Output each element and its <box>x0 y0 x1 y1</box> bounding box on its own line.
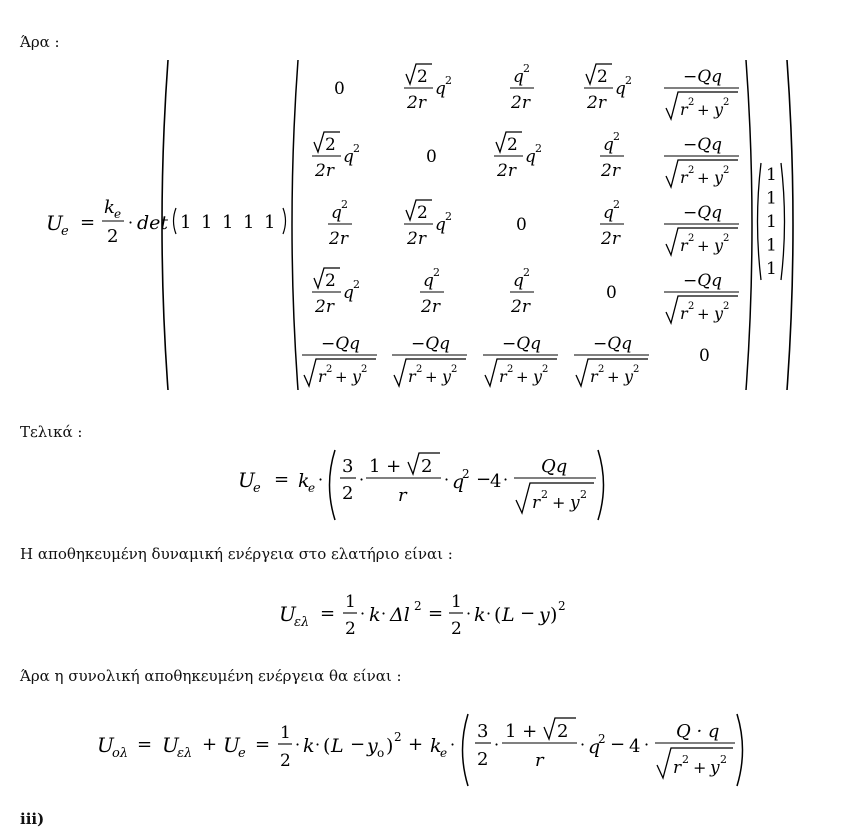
entry-y-exp: 2 <box>723 301 730 312</box>
label-ara: Άρα : <box>20 33 60 51</box>
entry-numerator: q <box>423 271 434 291</box>
entry-plus: + <box>516 368 529 386</box>
left-paren <box>330 450 336 520</box>
entry-y: y <box>624 367 634 386</box>
entry-r: r <box>590 367 598 386</box>
half-denominator: 2 <box>280 751 291 771</box>
entry-r: r <box>499 367 507 386</box>
dot-operator: · <box>295 735 301 754</box>
matrix-entry-q2-over-2r <box>600 130 624 181</box>
frac1-numerator: 3 <box>342 456 354 477</box>
matrix-left-paren <box>292 60 298 390</box>
entry-numerator: −Qq <box>411 334 451 354</box>
plus-sign: + <box>408 734 424 755</box>
matrix-entry-minus-qq <box>664 67 739 119</box>
L-symbol: L <box>331 735 344 757</box>
ue-symbol: U <box>238 468 255 492</box>
entry-tail-q: q <box>435 215 446 235</box>
entry-numerator-exp: 2 <box>433 266 440 279</box>
matrix-entry-q2-over-2r <box>420 266 444 317</box>
label-spring-sentence: Η αποθηκευμένη δυναμική ενέργεια στο ελατήριο είναι : <box>20 545 453 563</box>
open-paren: ( <box>323 735 331 757</box>
entry-r-exp: 2 <box>416 364 423 375</box>
col-vector-left-paren <box>758 163 762 280</box>
entry-numerator: q <box>513 271 524 291</box>
matrix-entry-zero: 0 <box>334 79 345 99</box>
entry-denominator: 2r <box>587 93 606 113</box>
coef-numerator: k <box>104 197 115 218</box>
ke-subscript: e <box>440 746 448 760</box>
entry-y-exp: 2 <box>361 364 368 375</box>
frac1-denominator: 2 <box>342 483 354 504</box>
L-symbol: L <box>502 604 515 626</box>
four: 4 <box>629 736 641 757</box>
entry-numerator: q <box>603 135 614 155</box>
half-denominator: 2 <box>345 619 356 639</box>
entry-numerator: q <box>331 203 342 223</box>
right-paren <box>598 450 604 520</box>
dot-operator: · <box>128 213 134 232</box>
entry-tail-q: q <box>615 79 626 99</box>
matrix-entry-sqrt2-over-2r <box>584 64 632 113</box>
entry-numerator: q <box>603 203 614 223</box>
matrix-entry-minus-qq <box>302 334 377 386</box>
row-vector-entry: 1 <box>180 212 192 233</box>
dot-operator: · <box>486 604 492 623</box>
frac2-denominator: r <box>398 485 407 506</box>
entry-numerator: −Qq <box>683 203 723 223</box>
column-vector-entry: 1 <box>766 188 777 209</box>
matrix-entry-minus-qq <box>664 203 739 255</box>
entry-y-exp: 2 <box>542 364 549 375</box>
entry-r: r <box>408 367 416 386</box>
entry-tail-exp: 2 <box>353 278 360 291</box>
right-paren <box>737 714 743 786</box>
four: 4 <box>490 471 502 492</box>
frac3-numerator: Q · q <box>676 721 720 742</box>
row-vector-entry: 1 <box>222 212 234 233</box>
row-vector-left-paren <box>174 208 177 234</box>
matrix-entry-sqrt2-over-2r <box>494 132 542 181</box>
entry-r-exp: 2 <box>688 301 695 312</box>
ue-subscript: e <box>238 746 246 761</box>
uel-symbol: U <box>162 733 179 757</box>
entry-y: y <box>714 100 724 119</box>
r-exponent: 2 <box>541 488 548 501</box>
k-symbol: k <box>303 735 315 757</box>
entry-r-exp: 2 <box>688 165 695 176</box>
entry-r-exp: 2 <box>507 364 514 375</box>
entry-numerator-exp: 2 <box>523 266 530 279</box>
entry-sqrt-arg: 2 <box>325 271 336 291</box>
matrix-right-paren <box>746 60 752 390</box>
entry-r-exp: 2 <box>688 97 695 108</box>
dot-operator: · <box>580 735 586 754</box>
matrix-entry-sqrt2-over-2r <box>404 200 452 249</box>
frac1-denominator: 2 <box>477 749 489 770</box>
row-vector-entry: 1 <box>264 212 276 233</box>
entry-denominator: 2r <box>511 93 530 113</box>
frac2-sqrt-arg: 2 <box>557 721 569 742</box>
matrix-entry-sqrt2-over-2r <box>312 132 360 181</box>
entry-y: y <box>442 367 452 386</box>
matrix-entry-zero: 0 <box>699 346 710 366</box>
entry-sqrt-arg: 2 <box>597 67 608 87</box>
matrix-entry-q2-over-2r <box>328 198 352 249</box>
k-symbol: k <box>369 604 381 626</box>
minus-sign: − <box>610 734 626 755</box>
equals-sign: = <box>80 212 96 233</box>
y-symbol: y <box>710 758 720 778</box>
entry-y-exp: 2 <box>451 364 458 375</box>
entry-numerator-exp: 2 <box>613 198 620 211</box>
entry-y: y <box>714 168 724 187</box>
r-exponent: 2 <box>682 753 689 766</box>
matrix-entry-minus-qq <box>574 334 649 386</box>
label-next-section: iii) <box>20 810 45 828</box>
ue-subscript: e <box>253 481 261 496</box>
plus-sign: + <box>693 758 707 777</box>
entry-plus: + <box>697 305 710 323</box>
matrix-entry-q2-over-2r <box>510 62 534 113</box>
close-paren: ) <box>386 735 394 757</box>
entry-plus: + <box>697 169 710 187</box>
entry-numerator: −Qq <box>683 271 723 291</box>
entry-tail-exp: 2 <box>445 210 452 223</box>
ue-symbol: U <box>46 211 63 235</box>
equals-sign: = <box>274 469 290 490</box>
uol-subscript: ολ <box>112 746 129 761</box>
frac3-numerator: Qq <box>541 456 568 477</box>
column-vector <box>766 165 777 279</box>
entry-y-exp: 2 <box>633 364 640 375</box>
det-label: det <box>137 212 169 234</box>
matrix-entry-zero: 0 <box>426 147 437 167</box>
open-paren: ( <box>494 604 502 626</box>
dot-operator: · <box>466 604 472 623</box>
entry-numerator: q <box>513 67 524 87</box>
k-symbol: k <box>474 604 486 626</box>
minus-sign: − <box>350 734 366 755</box>
entry-numerator: −Qq <box>502 334 542 354</box>
column-vector-entry: 1 <box>766 165 777 185</box>
matrix-entry-sqrt2-over-2r <box>312 268 360 317</box>
entry-r: r <box>680 236 688 255</box>
ue-subscript: e <box>61 224 69 239</box>
entry-numerator: −Qq <box>593 334 633 354</box>
entry-tail-q: q <box>525 147 536 167</box>
frac2-numerator-lead: 1 + <box>369 456 402 477</box>
dot-operator: · <box>359 470 365 489</box>
frac2-sqrt-arg: 2 <box>421 456 433 477</box>
column-vector-entry: 1 <box>766 212 777 232</box>
entry-numerator-exp: 2 <box>523 62 530 75</box>
equals-sign: = <box>428 603 444 624</box>
entry-plus: + <box>697 101 710 119</box>
entry-y-exp: 2 <box>723 97 730 108</box>
matrix-cells <box>302 62 739 386</box>
entry-denominator: 2r <box>497 161 516 181</box>
entry-r-exp: 2 <box>688 233 695 244</box>
entry-denominator: 2r <box>601 161 620 181</box>
ke-symbol: k <box>430 735 442 757</box>
entry-sqrt-arg: 2 <box>417 203 428 223</box>
total-energy-equation <box>0 706 841 796</box>
y0-subscript: o <box>377 746 385 760</box>
equals-sign: = <box>255 734 271 755</box>
y-symbol: y <box>539 604 550 626</box>
q-exponent: 2 <box>598 732 606 746</box>
r-symbol: r <box>673 758 682 778</box>
matrix-entry-zero: 0 <box>516 215 527 235</box>
entry-denominator: 2r <box>329 229 348 249</box>
matrix-entry-q2-over-2r <box>600 198 624 249</box>
entry-y: y <box>714 236 724 255</box>
ke-subscript: e <box>308 481 316 495</box>
ke-symbol: k <box>298 470 310 492</box>
entry-tail-q: q <box>343 283 354 303</box>
spring-energy-equation <box>0 588 841 648</box>
entry-r-exp: 2 <box>598 364 605 375</box>
row-vector-entry: 1 <box>243 212 255 233</box>
dot-operator: · <box>644 735 650 754</box>
uol-symbol: U <box>97 733 114 757</box>
entry-denominator: 2r <box>511 297 530 317</box>
entry-denominator: 2r <box>601 229 620 249</box>
close-paren: ) <box>550 604 558 626</box>
r-symbol: r <box>532 493 541 513</box>
q-symbol: q <box>588 736 601 758</box>
half-numerator: 1 <box>280 723 291 743</box>
dot-operator: · <box>318 470 324 489</box>
entry-numerator-exp: 2 <box>341 198 348 211</box>
half-numerator: 1 <box>451 592 462 612</box>
entry-tail-exp: 2 <box>625 74 632 87</box>
entry-tail-q: q <box>435 79 446 99</box>
minus-sign: − <box>520 603 536 624</box>
equals-sign: = <box>137 734 153 755</box>
plus-sign: + <box>202 734 218 755</box>
ue-symbol: U <box>223 733 240 757</box>
entry-tail-exp: 2 <box>353 142 360 155</box>
frac2-denominator: r <box>535 750 544 771</box>
matrix-entry-sqrt2-over-2r <box>404 64 452 113</box>
uel-symbol: U <box>279 602 296 626</box>
entry-sqrt-arg: 2 <box>507 135 518 155</box>
entry-denominator: 2r <box>421 297 440 317</box>
entry-tail-q: q <box>343 147 354 167</box>
coef-denominator: 2 <box>107 226 119 247</box>
row-vector-entry: 1 <box>201 212 213 233</box>
uel-subscript: ελ <box>177 746 193 761</box>
entry-denominator: 2r <box>315 161 334 181</box>
entry-numerator: −Qq <box>683 67 723 87</box>
row-vector-right-paren <box>283 208 286 234</box>
label-total-sentence: Άρα η συνολική αποθηκευμένη ενέργεια θα είναι : <box>20 667 402 685</box>
col-vector-right-paren <box>781 163 785 280</box>
dot-operator: · <box>360 604 366 623</box>
entry-numerator-exp: 2 <box>613 130 620 143</box>
dot-operator: · <box>444 470 450 489</box>
matrix-entry-minus-qq <box>483 334 558 386</box>
q-symbol: q <box>452 471 465 493</box>
entry-plus: + <box>335 368 348 386</box>
dot-operator: · <box>381 604 387 623</box>
matrix-entry-zero: 0 <box>606 283 617 303</box>
y-symbol: y <box>570 493 580 513</box>
dot-operator: · <box>494 735 500 754</box>
row-vector <box>180 212 275 233</box>
plus-sign: + <box>552 493 566 512</box>
entry-r: r <box>680 100 688 119</box>
entry-plus: + <box>425 368 438 386</box>
dot-operator: · <box>450 735 456 754</box>
entry-numerator: −Qq <box>683 135 723 155</box>
matrix-entry-minus-qq <box>392 334 467 386</box>
equals-sign: = <box>320 603 336 624</box>
entry-denominator: 2r <box>407 229 426 249</box>
delta-l-exponent: 2 <box>414 599 422 613</box>
entry-numerator: −Qq <box>321 334 361 354</box>
dot-operator: · <box>503 470 509 489</box>
q-exponent: 2 <box>462 467 470 481</box>
paren-exponent: 2 <box>558 599 566 613</box>
entry-r: r <box>680 168 688 187</box>
matrix-energy-equation <box>0 0 841 410</box>
matrix-entry-minus-qq <box>664 135 739 187</box>
column-vector-entry: 1 <box>766 259 777 279</box>
entry-r: r <box>680 304 688 323</box>
uel-subscript: ελ <box>294 615 310 630</box>
entry-y: y <box>714 304 724 323</box>
final-ue-equation <box>0 445 841 525</box>
coef-numerator-sub: e <box>114 207 122 221</box>
entry-r: r <box>318 367 326 386</box>
entry-y-exp: 2 <box>723 165 730 176</box>
y0-symbol: y <box>367 735 378 757</box>
entry-denominator: 2r <box>315 297 334 317</box>
entry-plus: + <box>607 368 620 386</box>
frac1-numerator: 3 <box>477 721 489 742</box>
entry-tail-exp: 2 <box>535 142 542 155</box>
dot-operator: · <box>315 735 321 754</box>
entry-denominator: 2r <box>407 93 426 113</box>
entry-sqrt-arg: 2 <box>325 135 336 155</box>
outer-right-paren <box>787 60 793 390</box>
label-telika: Τελικά : <box>20 423 83 441</box>
y-exponent: 2 <box>580 488 587 501</box>
entry-tail-exp: 2 <box>445 74 452 87</box>
delta-l: Δl <box>390 604 410 626</box>
entry-y: y <box>352 367 362 386</box>
column-vector-entry: 1 <box>766 235 777 256</box>
minus-sign: − <box>476 469 492 490</box>
entry-y-exp: 2 <box>723 233 730 244</box>
entry-plus: + <box>697 237 710 255</box>
y-exponent: 2 <box>720 753 727 766</box>
matrix-entry-q2-over-2r <box>510 266 534 317</box>
entry-sqrt-arg: 2 <box>417 67 428 87</box>
left-paren <box>463 714 469 786</box>
entry-y: y <box>533 367 543 386</box>
frac2-numerator-lead: 1 + <box>505 721 538 742</box>
half-numerator: 1 <box>345 592 356 612</box>
half-denominator: 2 <box>451 619 462 639</box>
entry-r-exp: 2 <box>326 364 333 375</box>
paren-exponent: 2 <box>394 730 402 744</box>
matrix-entry-minus-qq <box>664 271 739 323</box>
